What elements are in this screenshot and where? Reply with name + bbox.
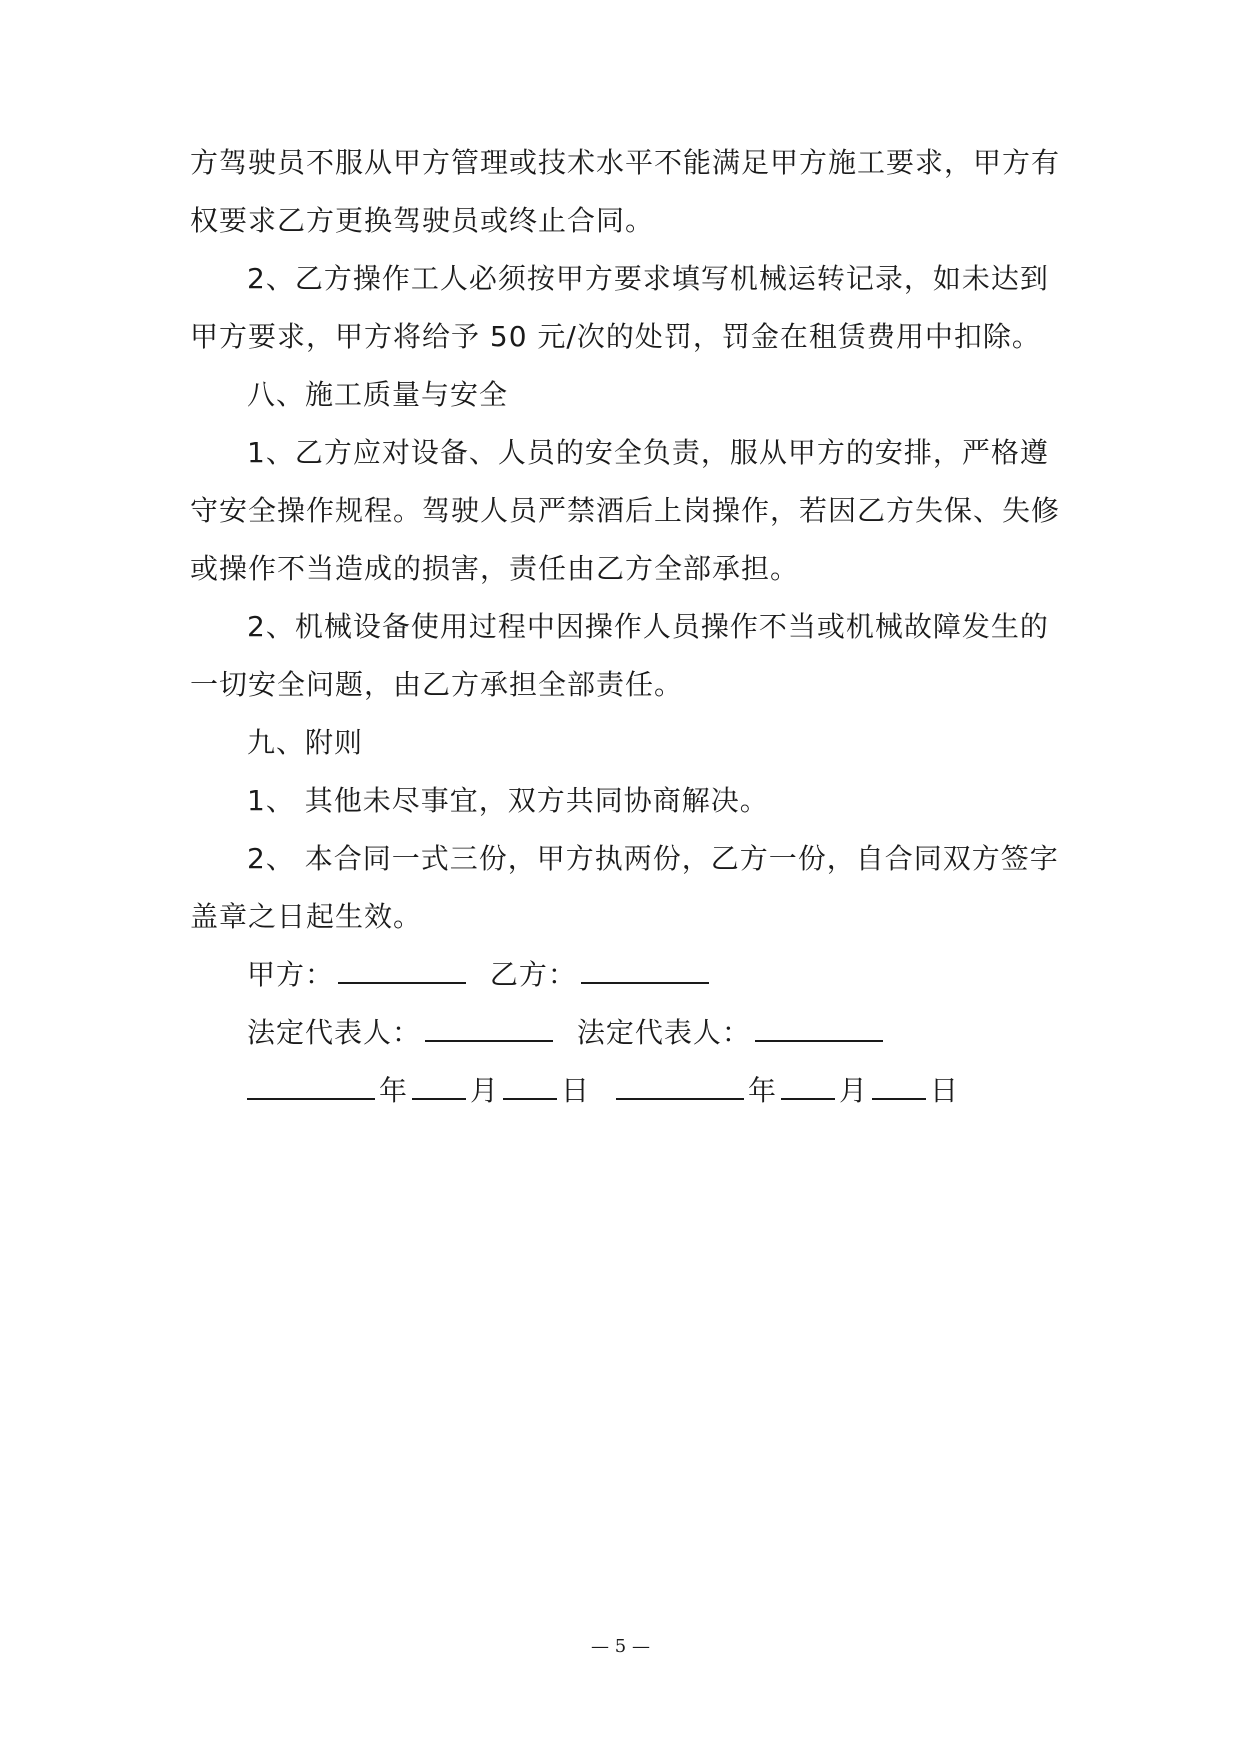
month-b-blank	[781, 1072, 835, 1100]
section-heading: 八、施工质量与安全	[247, 378, 509, 411]
year-b-blank	[616, 1072, 744, 1100]
signature-date-line	[247, 1071, 959, 1111]
paragraph-line: 盖章之日起生效。	[190, 900, 423, 933]
paragraph-line: 守安全操作规程。驾驶人员严禁酒后上岗操作，若因乙方失保、失修	[190, 494, 1061, 527]
year-a-blank	[247, 1072, 375, 1100]
signature-rep-line	[247, 1013, 887, 1053]
day-a-blank	[503, 1072, 557, 1100]
month-a-blank	[412, 1072, 466, 1100]
paragraph-line: 方驾驶员不服从甲方管理或技术水平不能满足甲方施工要求，甲方有	[190, 146, 1061, 179]
day-a-label: 日	[561, 1074, 591, 1107]
paragraph-line: 甲方要求，甲方将给予 50 元/次的处罚，罚金在租赁费用中扣除。	[190, 320, 1041, 353]
party-a-label: 甲方：	[247, 958, 335, 991]
paragraph-line: 2、乙方操作工人必须按甲方要求填写机械运转记录，如未达到	[247, 262, 1049, 295]
rep-a-blank	[425, 1014, 553, 1042]
paragraph-line: 1、乙方应对设备、人员的安全负责，服从甲方的安排，严格遵	[247, 436, 1049, 469]
party-a-blank	[338, 956, 466, 984]
party-b-blank	[581, 956, 709, 984]
paragraph-line: 2、机械设备使用过程中因操作人员操作不当或机械故障发生的	[247, 610, 1049, 643]
paragraph-line: 或操作不当造成的损害，责任由乙方全部承担。	[190, 552, 800, 585]
day-b-label: 日	[929, 1074, 959, 1107]
day-b-blank	[872, 1072, 926, 1100]
rep-a-label: 法定代表人：	[247, 1016, 422, 1049]
month-b-label: 月	[838, 1074, 868, 1107]
page-number: — 5 —	[591, 1636, 650, 1657]
year-b-label: 年	[747, 1074, 777, 1107]
paragraph-line: 1、 其他未尽事宜，双方共同协商解决。	[247, 784, 769, 817]
rep-b-label: 法定代表人：	[576, 1016, 751, 1049]
signature-party-line	[247, 955, 713, 995]
section-heading: 九、附则	[247, 726, 364, 759]
party-b-label: 乙方：	[489, 958, 577, 991]
month-a-label: 月	[470, 1074, 500, 1107]
rep-b-blank	[755, 1014, 883, 1042]
paragraph-line: 2、 本合同一式三份，甲方执两份，乙方一份，自合同双方签字	[247, 842, 1059, 875]
year-a-label: 年	[379, 1074, 409, 1107]
paragraph-line: 权要求乙方更换驾驶员或终止合同。	[190, 204, 655, 237]
paragraph-line: 一切安全问题，由乙方承担全部责任。	[190, 668, 684, 701]
